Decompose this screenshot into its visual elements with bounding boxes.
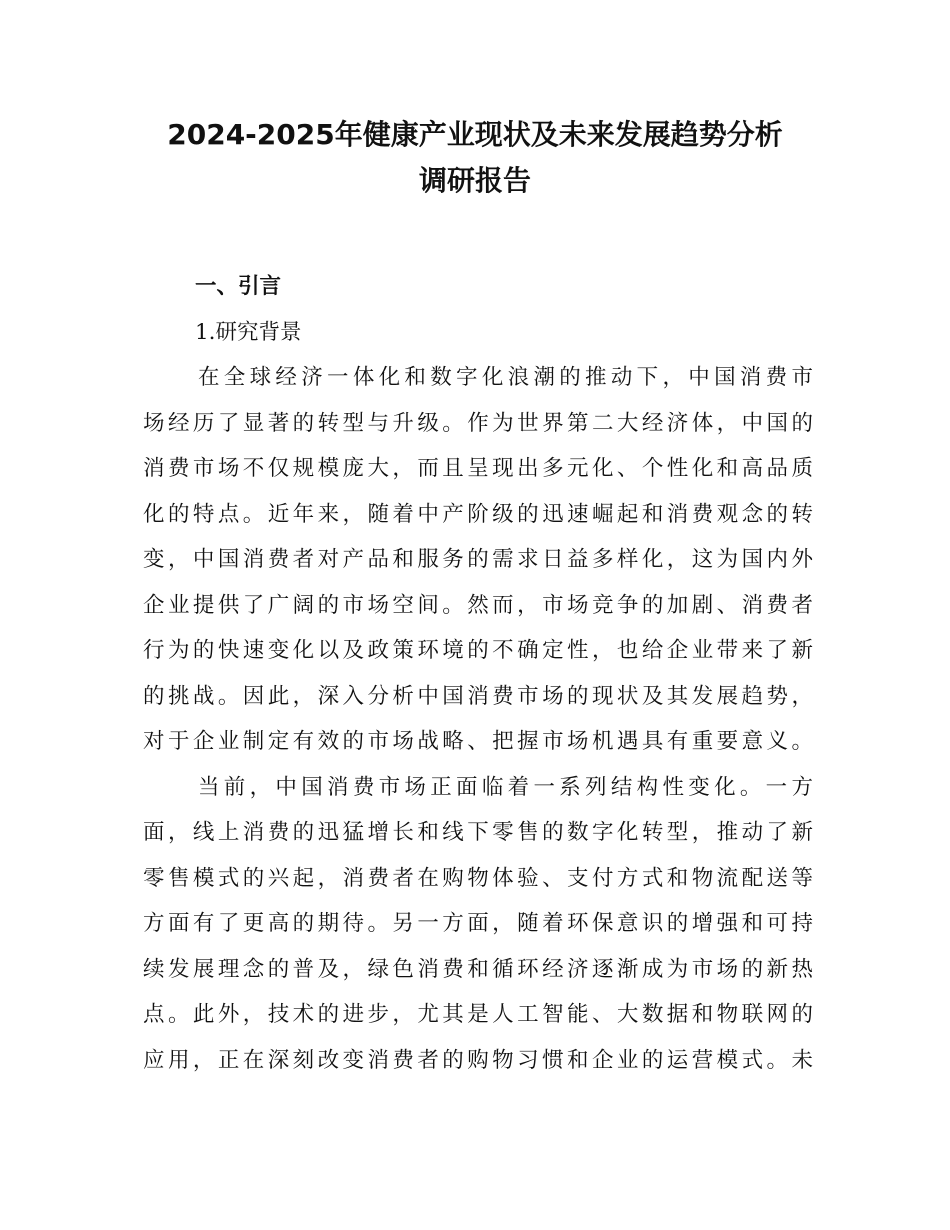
- paragraph-line: 的挑战。因此，深入分析中国消费市场的现状及其发展趋势，: [143, 683, 813, 709]
- paragraph-line: 当前，中国消费市场正面临着一系列结构性变化。一方: [198, 774, 813, 800]
- title-line: 调研报告: [418, 164, 531, 197]
- subsection-heading: 1.研究背景: [195, 319, 302, 345]
- paragraph-line: 面，线上消费的迅猛增长和线下零售的数字化转型，推动了新: [143, 820, 813, 845]
- paragraph-line: 零售模式的兴起，消费者在购物体验、支付方式和物流配送等: [143, 865, 813, 891]
- paragraph-line: 企业提供了广阔的市场空间。然而，市场竞争的加剧、消费者: [143, 592, 813, 618]
- paragraph-line: 在全球经济一体化和数字化浪潮的推动下，中国消费市: [198, 365, 813, 390]
- paragraph-line: 场经历了显著的转型与升级。作为世界第二大经济体，中国的: [143, 410, 813, 436]
- paragraph-line: 对于企业制定有效的市场战略、把握市场机遇具有重要意义。: [143, 729, 813, 754]
- paragraph-line: 行为的快速变化以及政策环境的不确定性，也给企业带来了新: [143, 638, 813, 663]
- section-heading: 一、引言: [195, 274, 282, 299]
- paragraph-line: 方面有了更高的期待。另一方面，随着环保意识的增强和可持: [143, 911, 813, 936]
- paragraph-line: 化的特点。近年来，随着中产阶级的迅速崛起和消费观念的转: [143, 501, 813, 527]
- paragraph: [143, 355, 813, 765]
- title-line: 2024-2025年健康产业现状及未来发展趋势分析: [167, 118, 783, 151]
- paragraph: [143, 765, 813, 1084]
- paragraph-line: 变，中国消费者对产品和服务的需求日益多样化，这为国内外: [143, 547, 813, 572]
- paragraph-line: 消费市场不仅规模庞大，而且呈现出多元化、个性化和高品质: [143, 456, 813, 481]
- document-body: [143, 264, 813, 1083]
- paragraph-line: 应用，正在深刻改变消费者的购物习惯和企业的运营模式。未: [143, 1047, 813, 1073]
- paragraph-line: 续发展理念的普及，绿色消费和循环经济逐渐成为市场的新热: [143, 956, 813, 982]
- document-title: [120, 112, 830, 204]
- paragraph-line: 点。此外，技术的进步，尤其是人工智能、大数据和物联网的: [143, 1002, 813, 1027]
